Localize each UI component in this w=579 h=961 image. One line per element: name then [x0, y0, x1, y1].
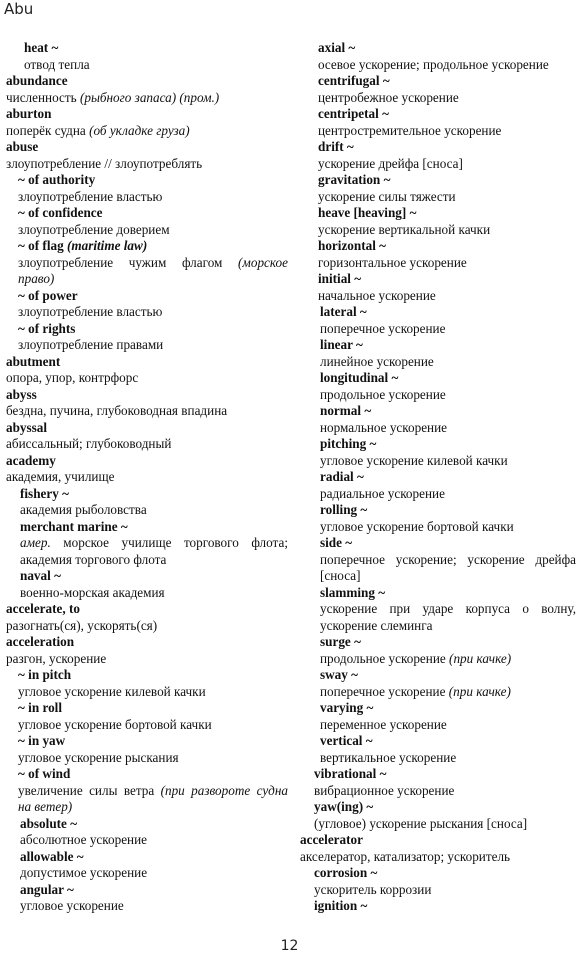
definition-text: численность: [6, 89, 77, 105]
entry-definition: [6, 469, 288, 486]
definition-text: поперечное ускорение: [320, 683, 446, 699]
entry-definition: [6, 370, 288, 387]
entry-definition: [300, 288, 576, 305]
term-text: heat ~: [24, 40, 59, 55]
entry-term: [6, 354, 288, 371]
definition-text: злоупотребление доверием: [18, 221, 170, 237]
definition-text: начальное ускорение: [318, 287, 436, 303]
entry-definition: [300, 189, 576, 206]
entry-definition: [6, 123, 288, 140]
definition-text: вибрационное ускорение: [314, 782, 455, 798]
entry-term: [300, 238, 576, 255]
term-text: side ~: [320, 535, 353, 550]
term-text: angular ~: [20, 881, 74, 897]
definition-text: злоупотребление // злоупотреблять: [6, 155, 203, 171]
term-text: rolling ~: [320, 502, 368, 517]
usage-note: (при развороте судна на ветер): [18, 782, 288, 814]
entry-term: [6, 882, 288, 899]
term-text: academy: [6, 452, 56, 468]
term-text: ~ of authority: [18, 172, 96, 187]
definition-text: ускорение силы тяжести: [318, 188, 456, 204]
definition-text: абиссальный; глубоководный: [6, 436, 172, 451]
term-text: accelerator: [300, 832, 363, 847]
definition-text: разгон, ускорение: [6, 650, 107, 666]
entry-term: [300, 700, 576, 717]
entry-definition: [300, 816, 576, 833]
entry-definition: [300, 651, 576, 668]
usage-note: (об укладке груза): [85, 122, 190, 138]
definition-text: академия, училище: [6, 469, 115, 484]
entry-term: [6, 766, 288, 783]
term-text: ~ of confidence: [18, 205, 103, 220]
entry-term: [6, 634, 288, 651]
definition-text: злоупотребление властью: [18, 188, 163, 204]
entry-definition: [6, 651, 288, 668]
term-text: accelerate, to: [6, 601, 80, 616]
term-text: initial ~: [318, 271, 362, 286]
definition-text: радиальное ускорение: [320, 485, 445, 501]
definition-text: допустимое ускорение: [20, 865, 148, 880]
entry-definition: [300, 849, 576, 866]
entry-term: [6, 139, 288, 156]
entry-definition: [300, 222, 576, 239]
term-text: varying ~: [320, 700, 374, 715]
entry-term: [6, 106, 288, 123]
entry-term: [300, 469, 576, 486]
definition-text: переменное ускорение: [320, 716, 447, 732]
entry-term: [300, 106, 576, 123]
entry-term: [300, 73, 576, 90]
entry-term: [6, 73, 288, 90]
entry-term: [300, 436, 576, 453]
entry-term: [300, 205, 576, 222]
definition-text: отвод тепла: [24, 56, 90, 72]
entry-definition: [300, 354, 576, 371]
entry-definition: [6, 535, 288, 568]
entry-definition: [300, 321, 576, 338]
entry-definition: [300, 601, 576, 634]
term-text: pitching ~: [320, 436, 377, 451]
definition-text: поперечное ускорение: [320, 320, 446, 336]
definition-text: абсолютное ускорение: [20, 832, 148, 847]
term-text: gravitation ~: [318, 172, 391, 187]
entry-definition: [300, 717, 576, 734]
term-text: lateral ~: [320, 304, 367, 319]
term-text: vibrational ~: [314, 766, 387, 781]
term-text: ~ in pitch: [18, 667, 72, 682]
usage-label: амер.: [20, 535, 51, 550]
entry-definition: [6, 502, 288, 519]
entry-term: [300, 40, 576, 57]
definition-text: центробежное ускорение: [318, 89, 459, 105]
entry-definition: [6, 304, 288, 321]
entry-definition: [6, 189, 288, 206]
definition-text: нормальное ускорение: [320, 419, 448, 435]
definition-text: угловое ускорение: [20, 898, 124, 913]
entry-term: [6, 667, 288, 684]
term-text: longitudinal ~: [320, 370, 399, 385]
entry-definition: [300, 750, 576, 767]
term-text: ~ of power: [18, 287, 78, 303]
term-text: ~ in yaw: [18, 733, 66, 748]
usage-note: (maritime law): [63, 238, 148, 253]
usage-note: (при качке): [445, 683, 511, 699]
definition-text: злоупотребление чужим флагом: [18, 254, 223, 270]
definition-text: осевое ускорение; продольное ускорение: [318, 56, 549, 72]
entry-term: [300, 337, 576, 354]
definition-text: поперечное ускорение; ускорение дрейфа [сноса]: [320, 551, 576, 583]
definition-text: ускоритель коррозии: [314, 881, 432, 897]
entry-definition: [300, 156, 576, 173]
term-text: merchant marine ~: [20, 518, 128, 534]
definition-text: вертикальное ускорение: [320, 749, 457, 765]
definition-text: горизонтальное ускорение: [318, 254, 467, 270]
definition-text: линейное ускорение: [320, 353, 434, 369]
term-text: ~ of rights: [18, 320, 76, 336]
usage-note: (при качке): [445, 650, 512, 666]
definition-text: угловое ускорение килевой качки: [320, 452, 508, 468]
definition-text: продольное ускорение: [320, 650, 446, 666]
entry-term: [300, 799, 576, 816]
term-text: heave [heaving] ~: [318, 205, 417, 220]
term-text: axial ~: [318, 40, 356, 55]
term-text: acceleration: [6, 634, 75, 649]
entry-term: [6, 321, 288, 338]
term-text: ~ of wind: [18, 766, 71, 781]
entry-term: [300, 733, 576, 750]
entry-term: [6, 816, 288, 833]
entry-definition: [6, 222, 288, 239]
entry-term: [300, 172, 576, 189]
entry-term: [300, 898, 576, 915]
term-text: abyss: [6, 386, 37, 402]
term-text: allowable ~: [20, 848, 84, 864]
entry-term: [6, 205, 288, 222]
term-text: sway ~: [320, 667, 358, 682]
entry-definition: [6, 783, 288, 816]
entry-term: [300, 304, 576, 321]
term-text: corrosion ~: [314, 865, 378, 880]
entry-definition: [6, 156, 288, 173]
term-text: ~ of flag: [18, 238, 64, 253]
right-column: [300, 40, 576, 915]
entry-definition: [300, 882, 576, 899]
term-text: vertical ~: [320, 733, 373, 748]
entry-definition: [300, 420, 576, 437]
term-text: abyssal: [6, 419, 48, 435]
entry-definition: [300, 123, 576, 140]
entry-term: [6, 519, 288, 536]
entry-definition: [6, 337, 288, 354]
definition-text: военно-морская академия: [20, 584, 165, 600]
page-number: 12: [280, 938, 299, 954]
term-text: aburton: [6, 106, 52, 121]
entry-term: [6, 568, 288, 585]
term-text: abuse: [6, 139, 39, 154]
term-text: centripetal ~: [318, 106, 389, 121]
entry-term: [300, 766, 576, 783]
entry-definition: [300, 519, 576, 536]
entry-term: [300, 139, 576, 156]
definition-text: опора, упор, контрфорс: [6, 370, 139, 385]
definition-text: бездна, пучина, глубоководная впадина: [6, 403, 228, 418]
entry-definition: [300, 453, 576, 470]
definition-text: продольное ускорение: [320, 386, 446, 402]
entry-definition: [6, 403, 288, 420]
usage-note: (рыбного запаса) (пром.): [76, 89, 220, 105]
term-text: centrifugal ~: [318, 73, 390, 88]
definition-text: ускорение вертикальной качки: [318, 221, 491, 237]
term-text: radial ~: [320, 469, 364, 484]
definition-text: угловое ускорение рыскания: [18, 749, 179, 765]
term-text: horizontal ~: [318, 238, 387, 253]
definition-text: увеличение силы ветра: [18, 782, 155, 798]
entry-term: [300, 634, 576, 651]
running-head: Abu: [4, 0, 34, 18]
definition-text: угловое ускорение бортовой качки: [320, 518, 514, 534]
entry-definition: [6, 865, 288, 882]
term-text: fishery ~: [20, 485, 69, 501]
entry-term: [300, 370, 576, 387]
entry-definition: [6, 585, 288, 602]
term-text: abundance: [6, 73, 68, 88]
entry-term: [300, 271, 576, 288]
term-text: linear ~: [320, 337, 363, 352]
entry-term: [300, 585, 576, 602]
entry-term: [300, 667, 576, 684]
entry-term: [6, 700, 288, 717]
definition-text: морское училище торгового флота; академия торгового флота: [20, 535, 288, 567]
term-text: ignition ~: [314, 898, 368, 913]
entry-definition: [6, 832, 288, 849]
entry-term: [6, 40, 288, 57]
entry-definition: [300, 255, 576, 272]
entry-definition: [300, 684, 576, 701]
entry-term: [300, 865, 576, 882]
term-text: naval ~: [20, 568, 61, 583]
entry-definition: [6, 90, 288, 107]
definition-text: злоупотребление правами: [18, 337, 164, 352]
entry-definition: [6, 618, 288, 635]
entry-definition: [300, 552, 576, 585]
entry-definition: [300, 57, 576, 74]
term-text: yaw(ing) ~: [314, 799, 374, 814]
term-text: surge ~: [320, 634, 361, 649]
term-text: absolute ~: [20, 815, 78, 831]
entry-term: [6, 387, 288, 404]
entry-term: [300, 403, 576, 420]
definition-text: угловое ускорение бортовой качки: [18, 716, 212, 732]
entry-definition: [6, 750, 288, 767]
entry-term: [6, 420, 288, 437]
entry-definition: [300, 387, 576, 404]
entry-definition: [300, 90, 576, 107]
definition-text: ускорение дрейфа [сноса]: [318, 155, 463, 171]
entry-term: [6, 486, 288, 503]
term-text: drift ~: [318, 139, 354, 154]
left-column: [6, 40, 288, 915]
entry-definition: [6, 57, 288, 74]
entry-term: [300, 832, 576, 849]
definition-text: центростремительное ускорение: [318, 122, 502, 138]
term-text: normal ~: [320, 403, 372, 418]
entry-term: [6, 238, 288, 255]
definition-text: академия рыболовства: [20, 502, 147, 517]
entry-term: [6, 601, 288, 618]
term-text: abutment: [6, 353, 61, 369]
entry-term: [6, 172, 288, 189]
entry-definition: [300, 783, 576, 800]
definition-text: угловое ускорение килевой качки: [18, 683, 206, 699]
entry-definition: [6, 684, 288, 701]
definition-text: (угловое) ускорение рыскания [сноса]: [314, 815, 528, 831]
entry-term: [6, 849, 288, 866]
entry-term: [300, 535, 576, 552]
entry-term: [6, 453, 288, 470]
entry-definition: [6, 898, 288, 915]
definition-text: ускорение при ударе корпуса о волну, ускорение слеминга: [320, 601, 576, 633]
definition-text: разогнать(ся), ускорять(ся): [6, 617, 158, 633]
term-text: ~ in roll: [18, 700, 62, 715]
definition-text: акселератор, катализатор; ускоритель: [300, 848, 511, 864]
entry-definition: [6, 717, 288, 734]
entry-definition: [300, 486, 576, 503]
term-text: slamming ~: [320, 584, 386, 600]
entry-term: [6, 733, 288, 750]
definition-text: поперёк судна: [6, 122, 86, 138]
definition-text: злоупотребление властью: [18, 304, 163, 319]
entry-definition: [6, 436, 288, 453]
usage-note: (морское право): [18, 254, 288, 286]
entry-term: [6, 288, 288, 305]
entry-term: [300, 502, 576, 519]
entry-definition: [6, 255, 288, 288]
